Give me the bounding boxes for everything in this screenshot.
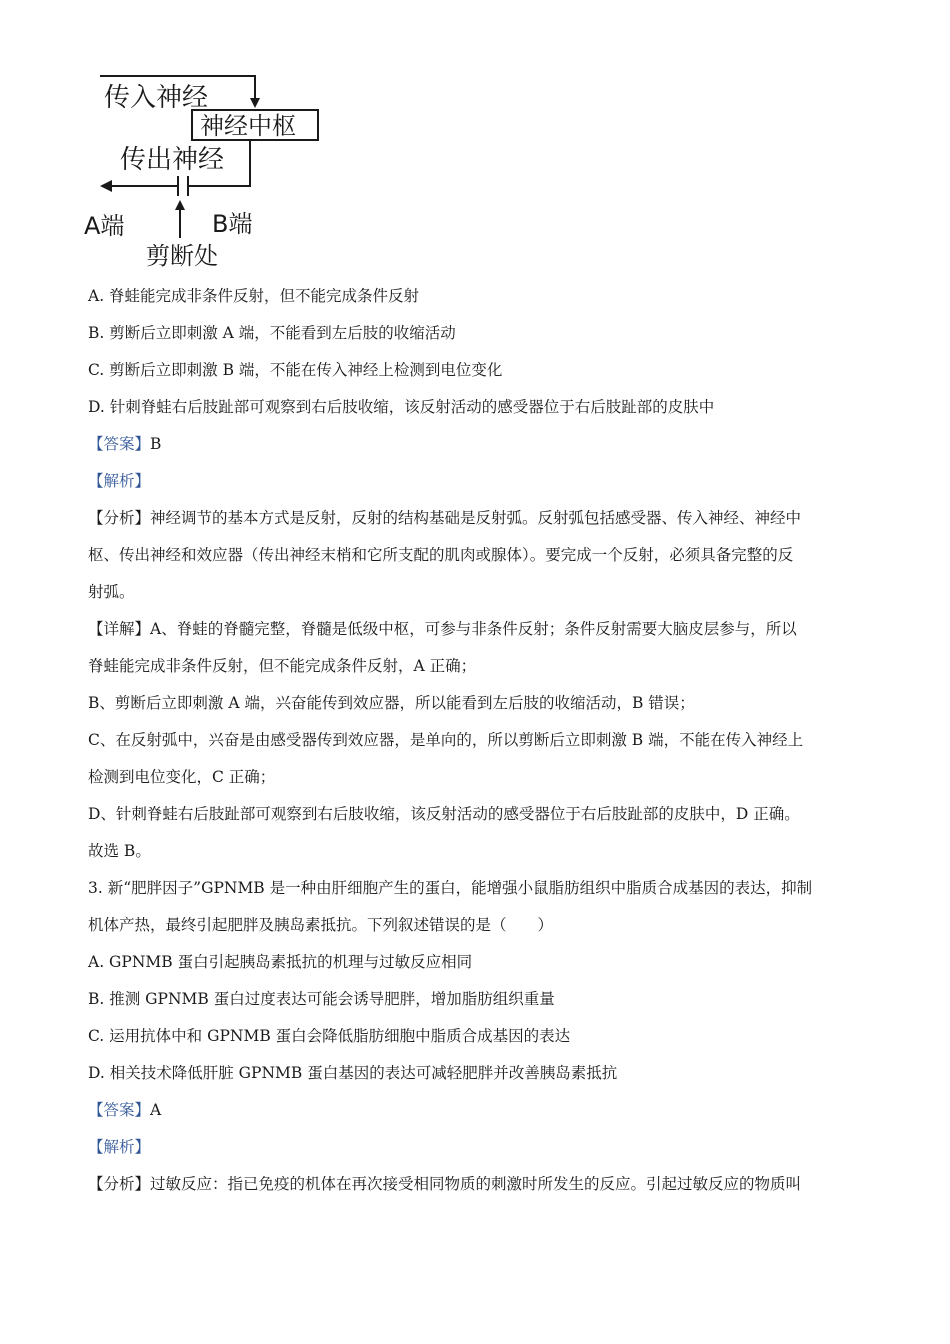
q2-xiangjie-line-4: C、在反射弧中，兴奋是由感受器传到效应器，是单向的，所以剪断后立即刺激 B 端，不能在传入神经上 (88, 731, 804, 749)
q3-option-a: A. GPNMB 蛋白引起胰岛素抵抗的机理与过敏反应相同 (88, 953, 473, 971)
q2-answer-line (88, 426, 868, 463)
document-body (88, 278, 868, 1203)
q2-fenxi-text-1: 神经调节的基本方式是反射，反射的结构基础是反射弧。反射弧包括感受器、传入神经、神经中 (150, 509, 802, 527)
q3-fenxi-line-1 (88, 1166, 868, 1203)
q2-fenxi-line-3: 射弧。 (88, 583, 135, 601)
q2-answer: B (150, 435, 162, 453)
answer-tag: 【答案】 (88, 1101, 151, 1119)
q2-analysis-line (88, 463, 868, 500)
fenxi-tag: 【分析】 (88, 1175, 151, 1193)
q2-xiangjie-line-3: B、剪断后立即刺激 A 端，兴奋能传到效应器，所以能看到左后肢的收缩活动，B 错误； (88, 694, 695, 712)
q3-answer-line (88, 1092, 868, 1129)
afferent-arrowhead (250, 98, 260, 108)
q3-analysis-line (88, 1129, 868, 1166)
cut-point-label: 剪断处 (146, 242, 218, 270)
q2-xiangjie-line-6: D、针刺脊蛙右后肢趾部可观察到右后肢收缩，该反射活动的感受器位于右后肢趾部的皮肤中，D 正确。 (88, 805, 800, 823)
fenxi-tag: 【分析】 (88, 509, 151, 527)
q2-xiangjie-line-2: 脊蛙能完成非条件反射，但不能完成条件反射，A 正确； (88, 657, 477, 675)
analysis-tag: 【解析】 (88, 472, 151, 490)
reflex-arc-diagram (80, 68, 340, 278)
end-b-label: B端 (212, 210, 253, 238)
q3-fenxi-text-1: 过敏反应：指已免疫的机体在再次接受相同物质的刺激时所发生的反应。引起过敏反应的物质叫 (150, 1175, 802, 1193)
q2-xiangjie-text-1: A、脊蛙的脊髓完整，脊髓是低级中枢，可参与非条件反射；条件反射需要大脑皮层参与，所以 (150, 620, 797, 638)
q2-xiangjie-line-7: 故选 B。 (88, 842, 151, 860)
q2-option-b: B. 剪断后立即刺激 A 端，不能看到左后肢的收缩活动 (88, 324, 456, 342)
end-a-label: A端 (84, 212, 125, 240)
q2-fenxi-line-2: 枢、传出神经和效应器（传出神经末梢和它所支配的肌肉或腺体）。要完成一个反射，必须具备完整的反 (88, 546, 794, 564)
q3-option-b: B. 推测 GPNMB 蛋白过度表达可能会诱导肥胖，增加脂肪组织重量 (88, 990, 555, 1008)
q2-fenxi-line-1 (88, 500, 868, 537)
q3-answer: A (150, 1101, 162, 1119)
xiangjie-tag: 【详解】 (88, 620, 151, 638)
answer-tag: 【答案】 (88, 435, 151, 453)
analysis-tag: 【解析】 (88, 1138, 151, 1156)
q2-xiangjie-line-5: 检测到电位变化，C 正确； (88, 768, 276, 786)
q3-stem-line-1: 3. 新“肥胖因子”GPNMB 是一种由肝细胞产生的蛋白，能增强小鼠脂肪组织中脂质合成基因的表达，抑制 (88, 879, 813, 897)
cut-pointer-arrowhead (175, 200, 185, 210)
q2-option-c: C. 剪断后立即刺激 B 端，不能在传入神经上检测到电位变化 (88, 361, 503, 379)
q2-option-d: D. 针刺脊蛙右后肢趾部可观察到右后肢收缩，该反射活动的感受器位于右后肢趾部的皮肤中 (88, 398, 715, 416)
q2-option-a: A. 脊蛙能完成非条件反射，但不能完成条件反射 (88, 287, 420, 305)
q3-option-c: C. 运用抗体中和 GPNMB 蛋白会降低脂肪细胞中脂质合成基因的表达 (88, 1027, 571, 1045)
efferent-nerve-label: 传出神经 (120, 145, 225, 175)
a-end-arrowhead (100, 180, 112, 192)
q2-xiangjie-line-1 (88, 611, 868, 648)
q3-stem-line-2: 机体产热，最终引起肥胖及胰岛素抵抗。下列叙述错误的是（ ） (88, 916, 554, 934)
q3-option-d: D. 相关技术降低肝脏 GPNMB 蛋白基因的表达可减轻肥胖并改善胰岛素抵抗 (88, 1064, 618, 1082)
nerve-center-label: 神经中枢 (200, 112, 296, 140)
afferent-nerve-label: 传入神经 (104, 83, 209, 113)
